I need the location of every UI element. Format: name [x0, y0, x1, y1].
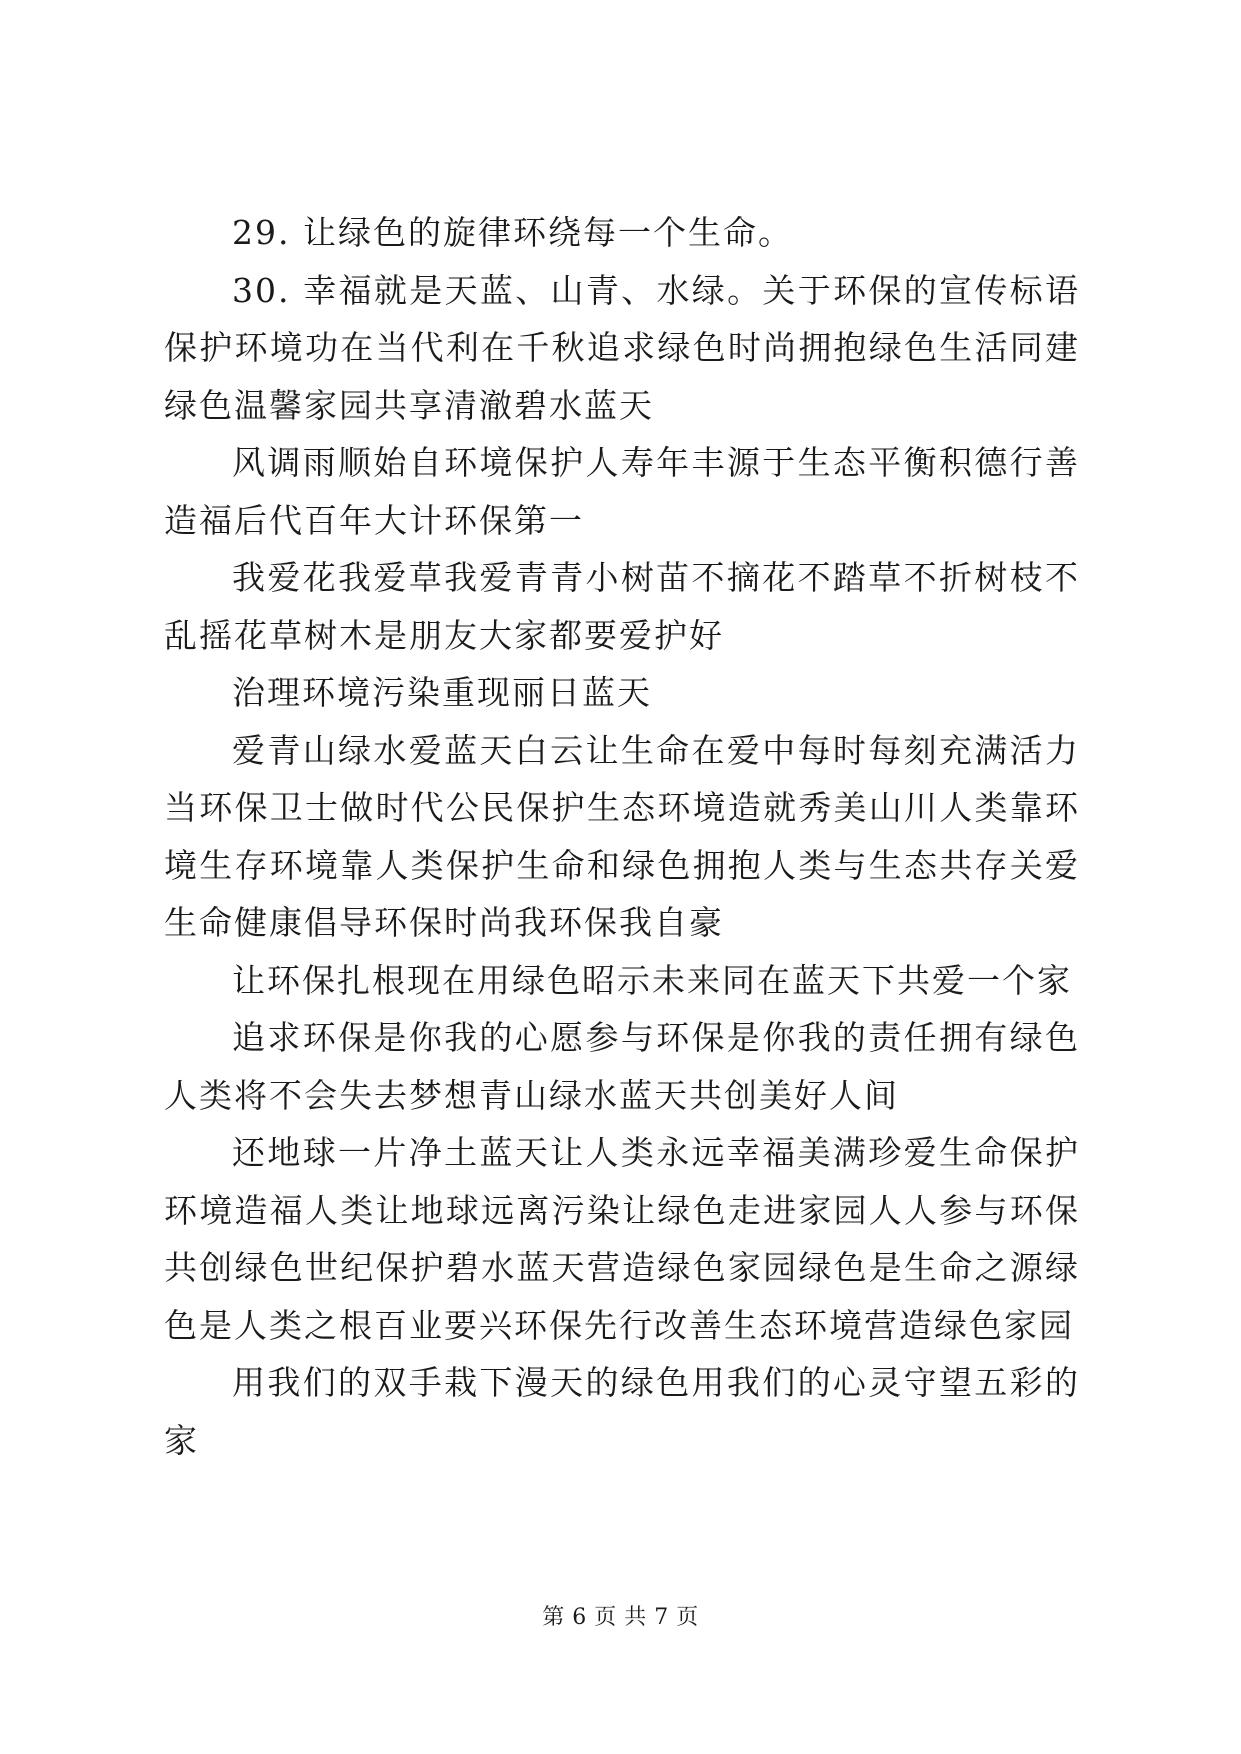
paragraph-slogan-1: 风调雨顺始自环境保护人寿年丰源于生态平衡积德行善造福后代百年大计环保第一: [164, 443, 1080, 540]
paragraph-slogan-6: 追求环保是你我的心愿参与环保是你我的责任拥有绿色人类将不会失去梦想青山绿水蓝天共创美好人间: [164, 1018, 1080, 1115]
paragraph-slogan-8: 用我们的双手栽下漫天的绿色用我们的心灵守望五彩的家: [164, 1363, 1080, 1460]
paragraph-slogan-2: 我爱花我爱草我爱青青小树苗不摘花不踏草不折树枝不乱摇花草树木是朋友大家都要爱护好: [164, 558, 1080, 655]
document-body: [164, 204, 1080, 1469]
paragraph-slogan-7: 还地球一片净土蓝天让人类永远幸福美满珍爱生命保护环境造福人类让地球远离污染让绿色走进家园人人参与环保共创绿色世纪保护碧水蓝天营造绿色家园绿色是生命之源绿色是人类之根百业要兴环保先行改善生态环境营造绿色家园: [164, 1133, 1080, 1345]
page-footer: [0, 1603, 1241, 1633]
paragraph-slogan-3: 治理环境污染重现丽日蓝天: [232, 673, 652, 712]
paragraph-slogan-5: 让环保扎根现在用绿色昭示未来同在蓝天下共爱一个家: [232, 960, 1072, 1000]
paragraph-30: 30. 幸福就是天蓝、山青、水绿。关于环保的宣传标语保护环境功在当代利在千秋追求绿色时尚拥抱绿色生活同建绿色温馨家园共享清澈碧水蓝天: [164, 270, 1080, 425]
page-number-label: 第 6 页 共 7 页: [542, 1605, 699, 1630]
paragraph-slogan-4: 爱青山绿水爱蓝天白云让生命在爱中每时每刻充满活力当环保卫士做时代公民保护生态环境造就秀美山川人类靠环境生存环境靠人类保护生命和绿色拥抱人类与生态共存关爱生命健康倡导环保时尚我环保我自豪: [164, 730, 1080, 942]
paragraph-29: 29. 让绿色的旋律环绕每一个生命。: [232, 213, 793, 252]
